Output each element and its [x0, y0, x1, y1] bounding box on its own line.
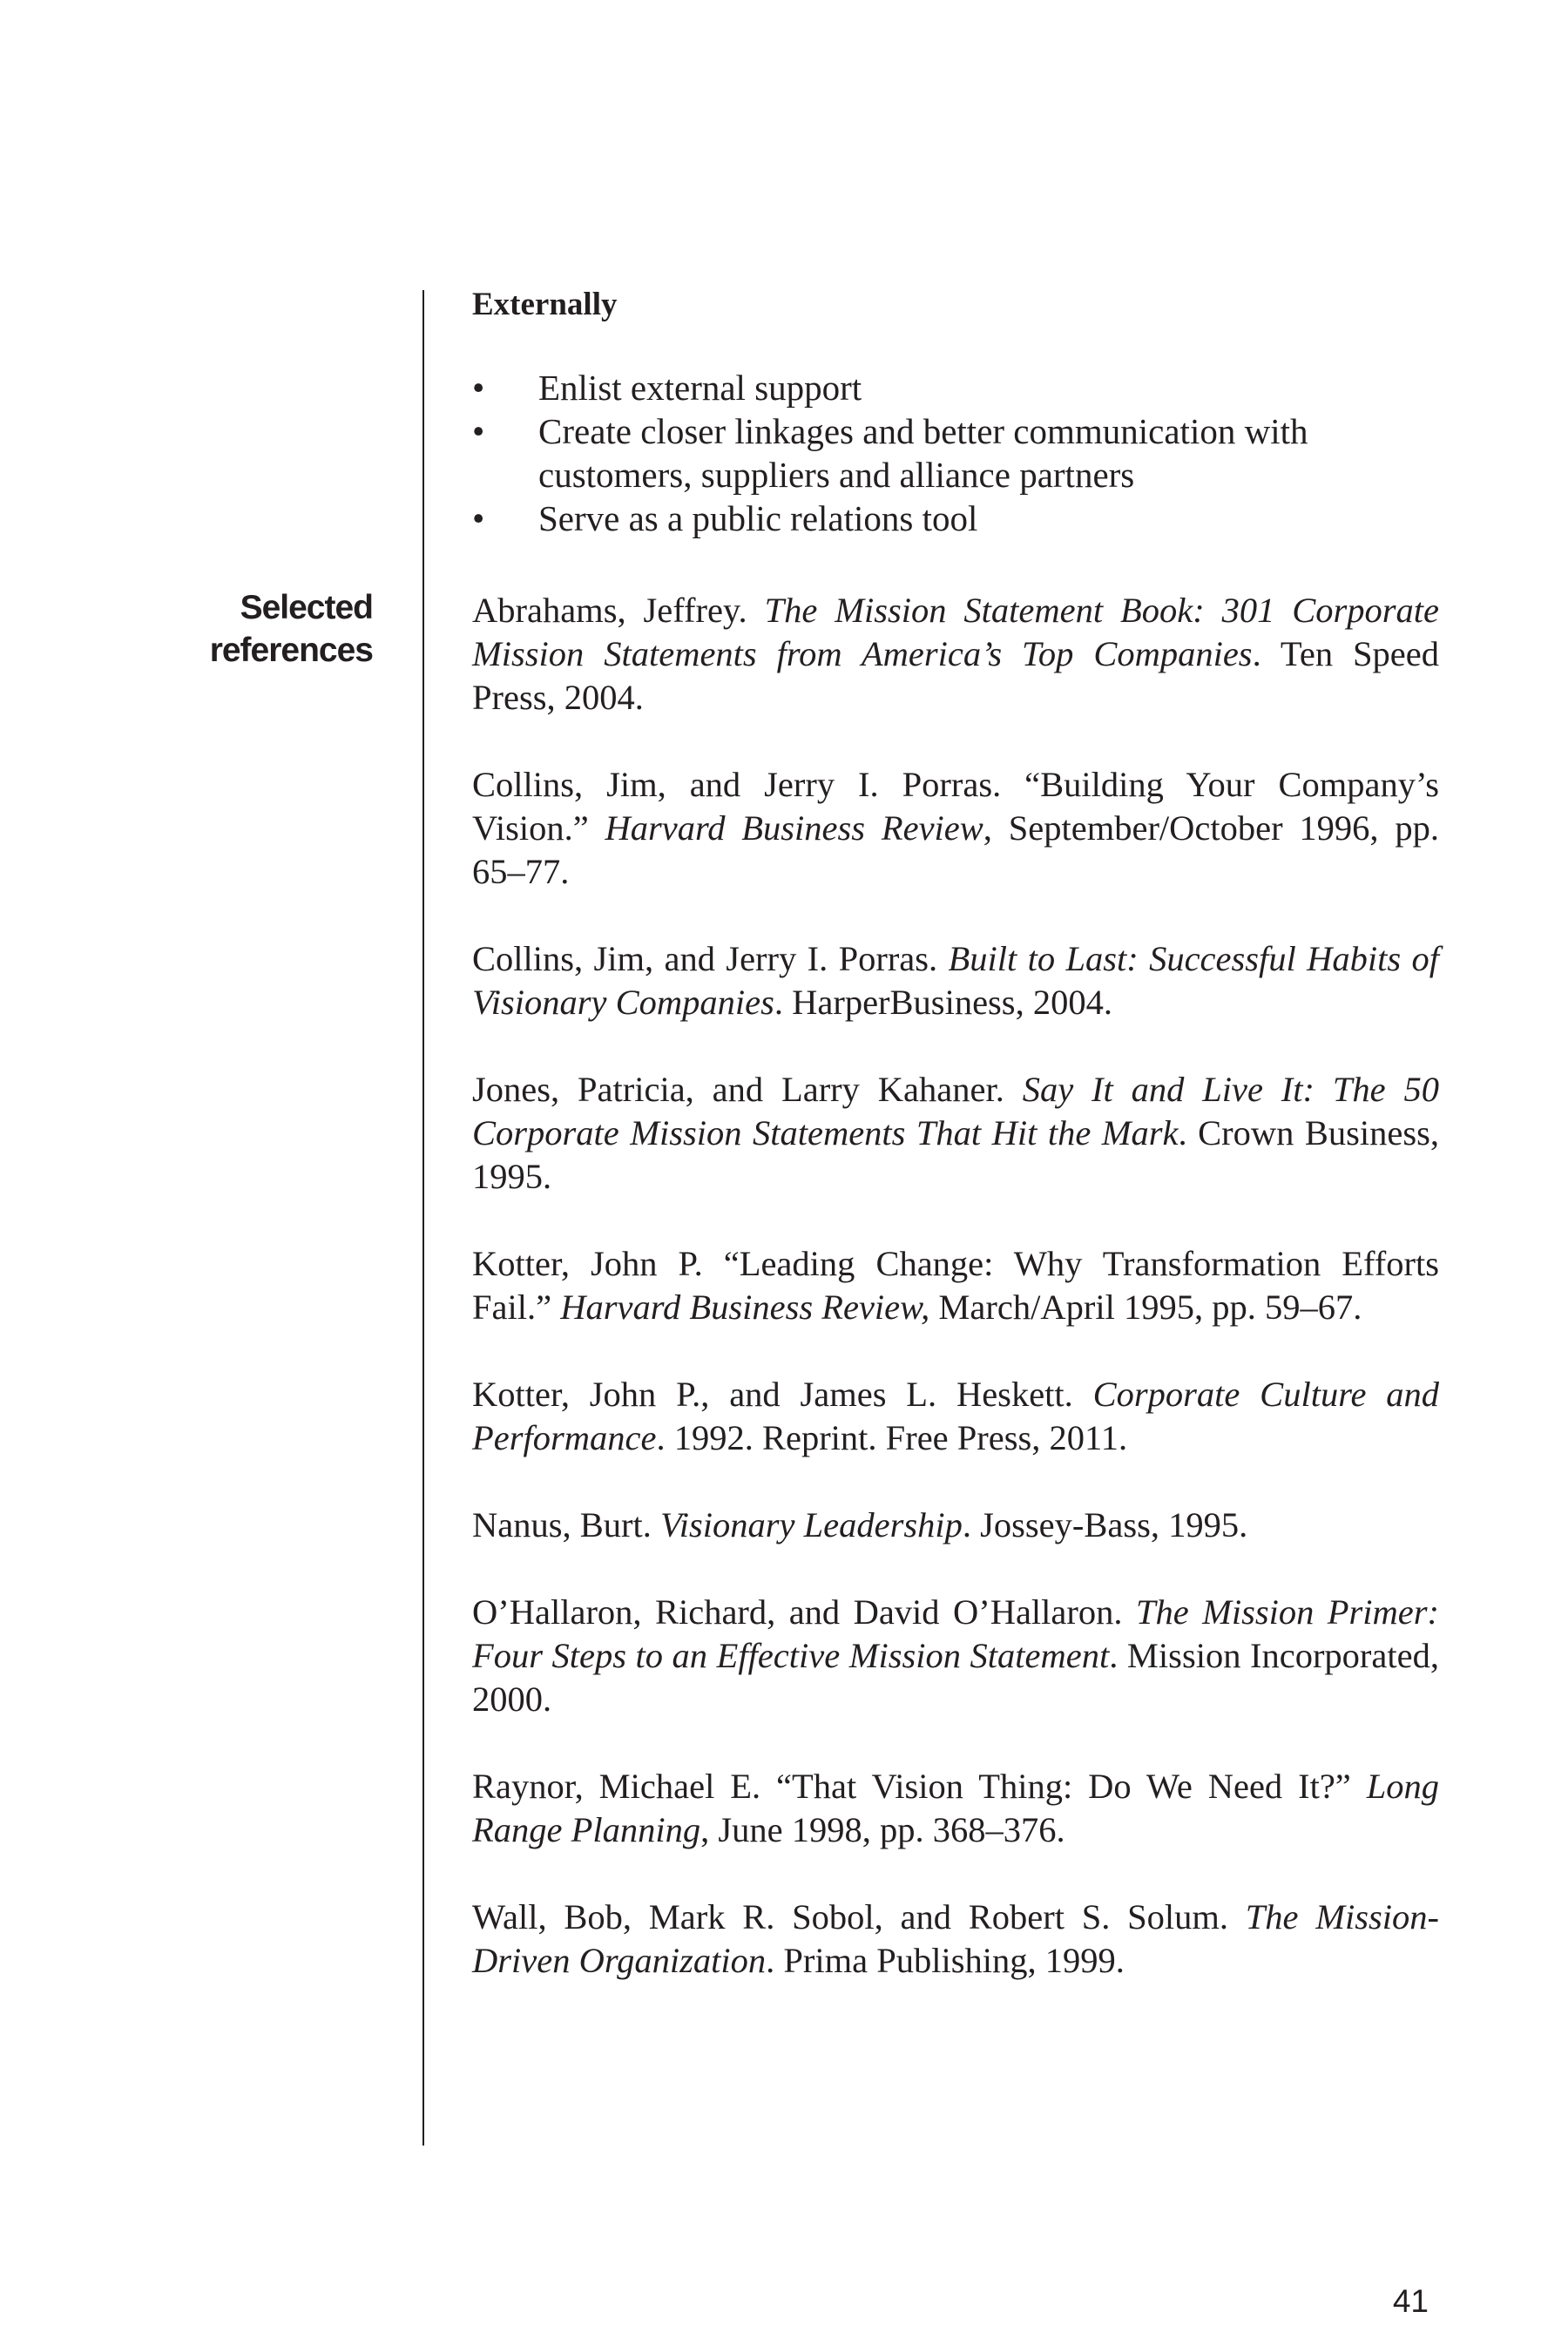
- reference-details: . HarperBusiness, 2004.: [774, 983, 1112, 1022]
- vertical-margin-rule: [422, 290, 424, 2146]
- list-item: [472, 366, 1439, 409]
- reference-author: O’Hallaron, Richard, and David O’Hallaron.: [472, 1592, 1136, 1632]
- reference-entry: [472, 1591, 1439, 1721]
- section-heading: Externally: [472, 287, 618, 322]
- references-list: [472, 589, 1439, 2026]
- reference-title: Say It and Live It: The 50 Corporate Mission Statements That Hit the Mark: [472, 1070, 1439, 1152]
- reference-details: . Jossey-Bass, 1995.: [962, 1505, 1248, 1544]
- reference-author: Jones, Patricia, and Larry Kahaner.: [472, 1070, 1023, 1109]
- reference-author: Collins, Jim, and Jerry I. Porras. “Building Your Company’s Vision.”: [472, 765, 1439, 848]
- reference-title: The Mission Statement Book: 301 Corporate Mission Statements from America’s Top Companies: [472, 591, 1439, 673]
- label-line: Selected: [240, 589, 373, 626]
- reference-author: Kotter, John P., and James L. Heskett.: [472, 1375, 1093, 1414]
- reference-author: Nanus, Burt.: [472, 1505, 660, 1544]
- reference-author: Collins, Jim, and Jerry I. Porras.: [472, 939, 949, 978]
- bullet-icon: •: [472, 498, 485, 538]
- reference-details: . Mission Incorporated, 2000.: [472, 1636, 1439, 1719]
- reference-details: . Ten Speed Press, 2004.: [472, 634, 1439, 717]
- bullet-icon: •: [472, 368, 485, 408]
- reference-entry: [472, 1373, 1439, 1460]
- reference-title: Built to Last: Successful Habits of Visionary Companies: [472, 939, 1439, 1022]
- reference-entry: [472, 1242, 1439, 1329]
- reference-details: , September/October 1996, pp. 65–77.: [472, 808, 1439, 891]
- reference-title: Harvard Business Review,: [560, 1288, 930, 1327]
- reference-author: Raynor, Michael E. “That Vision Thing: Do We Need It?”: [472, 1767, 1367, 1806]
- reference-title: Harvard Business Review: [605, 808, 983, 848]
- reference-title: Corporate Culture and Performance: [472, 1375, 1439, 1457]
- reference-entry: [472, 937, 1439, 1024]
- reference-title: The Mission Primer: Four Steps to an Effective Mission Statement: [472, 1592, 1439, 1675]
- bullet-icon: •: [472, 411, 485, 451]
- reference-title: The Mission-Driven Organization: [472, 1897, 1439, 1980]
- list-item: [472, 409, 1439, 497]
- selected-references-label: [210, 586, 373, 672]
- reference-entry: [472, 1896, 1439, 1983]
- label-line: references: [209, 632, 373, 669]
- reference-details: . 1992. Reprint. Free Press, 2011.: [656, 1418, 1128, 1457]
- reference-title: Visionary Leadership: [660, 1505, 963, 1544]
- reference-details: . Crown Business, 1995.: [472, 1113, 1439, 1196]
- list-item-text: Serve as a public relations tool: [538, 498, 978, 538]
- reference-title: Long Range Planning: [472, 1767, 1439, 1849]
- list-item-text: Enlist external support: [538, 368, 862, 408]
- page-number: 41: [1392, 2283, 1429, 2319]
- list-item: [472, 497, 1439, 540]
- reference-entry: [472, 1504, 1439, 1547]
- reference-entry: [472, 1068, 1439, 1199]
- reference-details: , June 1998, pp. 368–376.: [700, 1810, 1065, 1849]
- reference-author: Kotter, John P. “Leading Change: Why Transformation Efforts Fail.”: [472, 1244, 1439, 1327]
- reference-entry: [472, 763, 1439, 894]
- bullet-list: [472, 366, 1439, 540]
- reference-author: Wall, Bob, Mark R. Sobol, and Robert S. Solum.: [472, 1897, 1246, 1936]
- reference-entry: [472, 589, 1439, 720]
- externally-section: [472, 283, 1439, 540]
- reference-author: Abrahams, Jeffrey.: [472, 591, 765, 630]
- reference-entry: [472, 1765, 1439, 1852]
- reference-details: March/April 1995, pp. 59–67.: [929, 1288, 1362, 1327]
- list-item-text: Create closer linkages and better communication with customers, suppliers and alliance partners: [538, 411, 1308, 495]
- reference-details: . Prima Publishing, 1999.: [766, 1941, 1125, 1980]
